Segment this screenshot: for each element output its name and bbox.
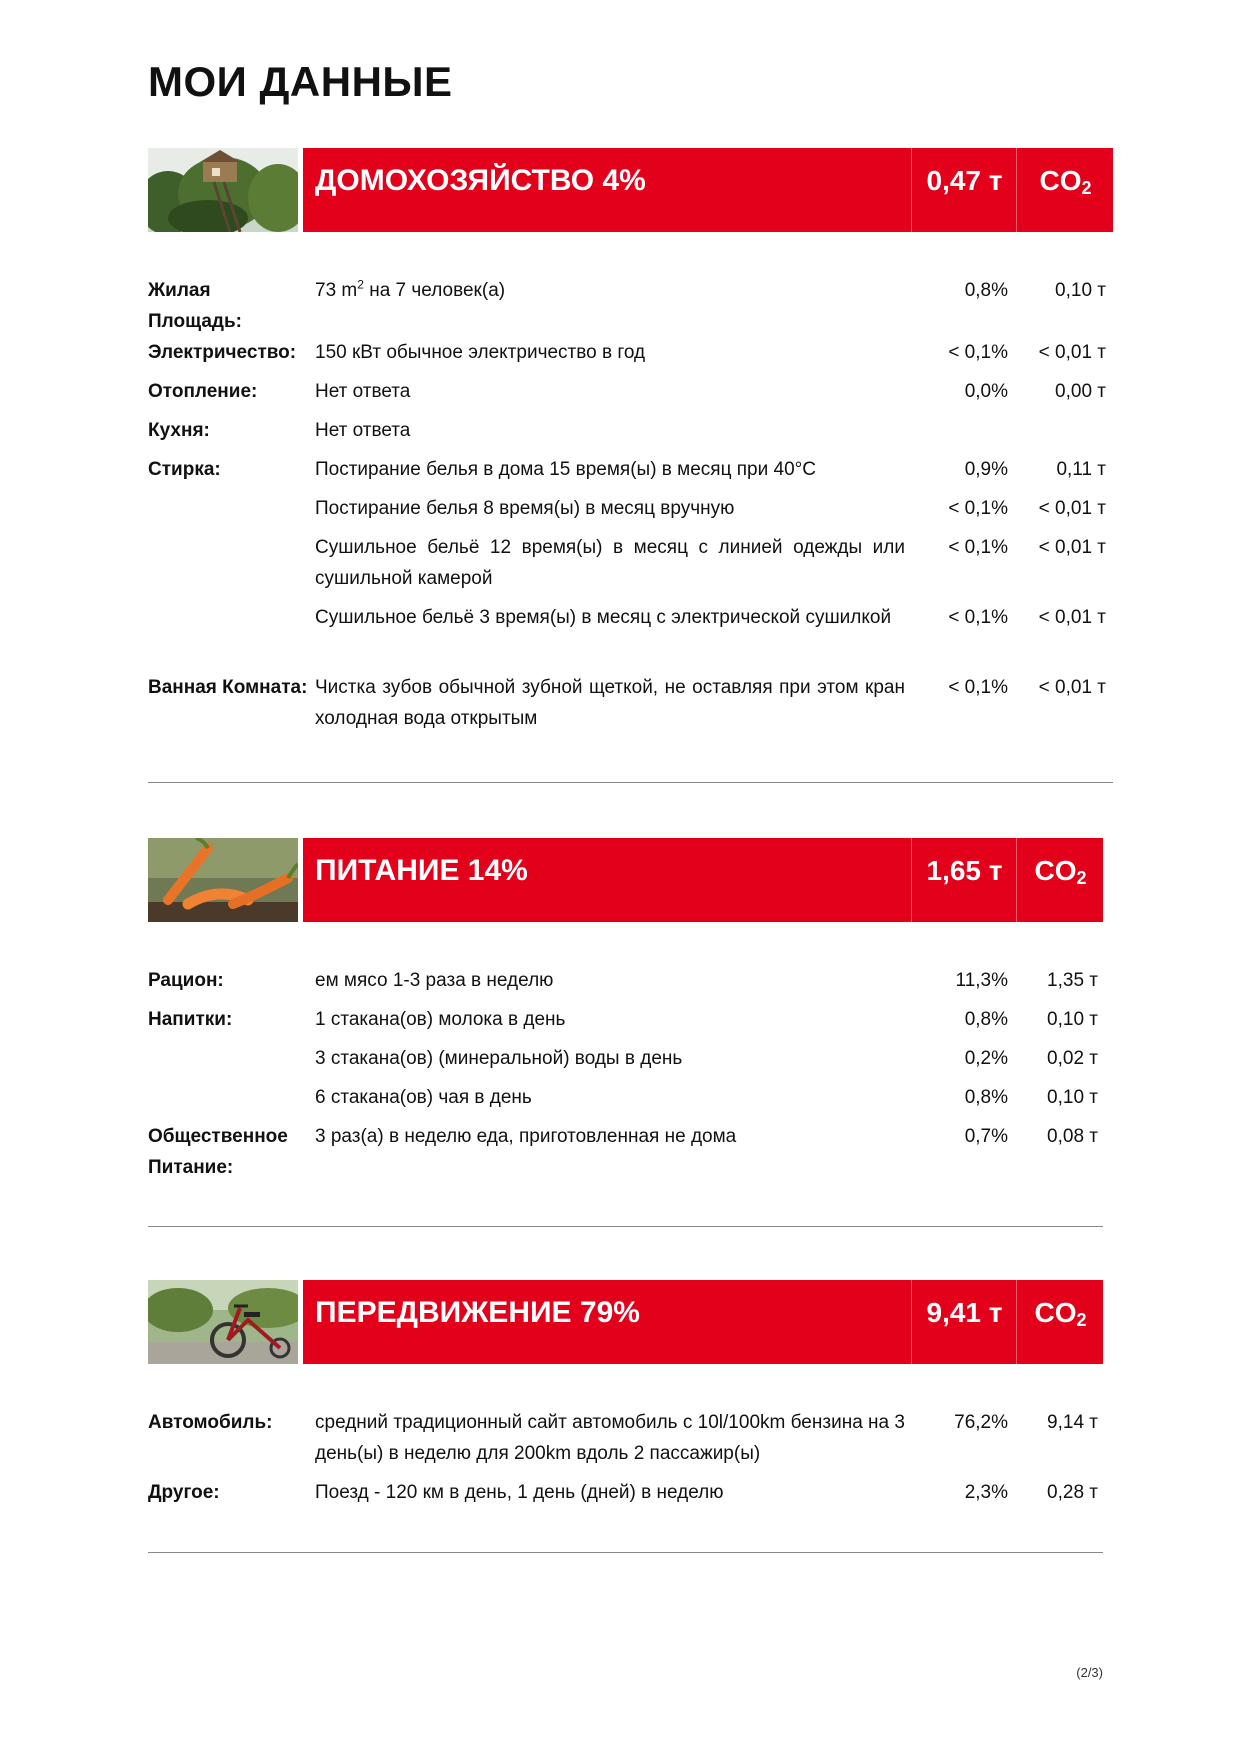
section-title-bar — [303, 838, 1103, 922]
row-percent: 0,7% — [964, 1126, 1008, 1147]
table-row — [148, 1121, 1113, 1183]
row-tons: 0,28 т — [1047, 1482, 1098, 1503]
row-description: Нет ответа — [315, 381, 411, 402]
section-divider — [148, 1226, 1103, 1227]
row-tons: 0,10 т — [1047, 1009, 1098, 1030]
table-row — [148, 337, 1113, 376]
row-tons: 1,35 т — [1047, 970, 1098, 991]
row-percent: < 0,1% — [948, 607, 1008, 628]
section-total-tons: 1,65 т — [911, 838, 1017, 922]
row-description: 150 кВт обычное электричество в год — [315, 342, 646, 363]
row-percent: 0,9% — [964, 459, 1008, 480]
section-rows — [148, 965, 1113, 1183]
row-tons: < 0,01 т — [1038, 498, 1106, 519]
row-percent: 0,0% — [964, 381, 1008, 402]
table-row — [148, 602, 1113, 672]
section-header — [148, 1280, 1113, 1364]
co2-label: $CO_2$ — [1016, 1280, 1104, 1364]
row-percent: 0,8% — [964, 280, 1008, 301]
row-label: Рацион: — [148, 970, 224, 991]
row-tons: 0,11 т — [1056, 459, 1106, 480]
table-row — [148, 1043, 1113, 1082]
row-description: 1 стакана(ов) молока в день — [315, 1009, 566, 1030]
row-description: средний традиционный сайт автомобиль с 10l/100km бензина на 3 день(ы) в неделю для 200km вдоль 2 пассажир(ы) — [315, 1412, 905, 1464]
table-row — [148, 965, 1113, 1004]
row-tons: 0,00 т — [1055, 381, 1106, 402]
table-row — [148, 532, 1113, 602]
row-description: Постирание белья в дома 15 время(ы) в месяц при 40°C — [315, 459, 816, 480]
table-row — [148, 672, 1113, 734]
section-title: ПЕРЕДВИЖЕНИЕ 79% — [315, 1296, 640, 1329]
row-label: Ванная Комната: — [148, 677, 308, 698]
row-label: Отопление: — [148, 381, 258, 402]
page-title: МОИ ДАННЫЕ — [148, 58, 453, 105]
section-title-bar — [303, 1280, 1103, 1364]
table-row — [148, 454, 1113, 493]
row-description: Нет ответа — [315, 420, 411, 441]
row-description: ем мясо 1-3 раза в неделю — [315, 970, 554, 991]
table-row — [148, 1004, 1113, 1043]
treehouse-photo — [148, 148, 298, 232]
section-total-tons: 0,47 т — [911, 148, 1017, 232]
page-number: (2/3) — [1076, 1665, 1103, 1680]
row-tons: 0,10 т — [1047, 1087, 1098, 1108]
row-label: Стирка: — [148, 459, 221, 480]
row-description: Сушильное бельё 12 время(ы) в месяц с линией одежды или сушильной камерой — [315, 537, 905, 589]
section-divider — [148, 1552, 1103, 1553]
row-description: Поезд - 120 км в день, 1 день (дней) в неделю — [315, 1482, 724, 1503]
row-description: Постирание белья 8 время(ы) в месяц вручную — [315, 498, 735, 519]
row-label: Напитки: — [148, 1009, 233, 1030]
row-percent: 2,3% — [964, 1482, 1008, 1503]
row-percent: 76,2% — [954, 1412, 1008, 1433]
row-tons: < 0,01 т — [1038, 607, 1106, 628]
table-row — [148, 493, 1113, 532]
row-percent: < 0,1% — [948, 498, 1008, 519]
section-household — [148, 148, 1113, 729]
table-row — [148, 1082, 1113, 1121]
section-divider — [148, 782, 1113, 783]
table-row — [148, 376, 1113, 415]
section-title: ПИТАНИЕ 14% — [315, 854, 528, 887]
row-description: 3 стакана(ов) (минеральной) воды в день — [315, 1048, 683, 1069]
co2-label: $CO_2$ — [1016, 148, 1114, 232]
section-total-tons: 9,41 т — [911, 1280, 1017, 1364]
row-percent: < 0,1% — [948, 342, 1008, 363]
table-row — [148, 1407, 1113, 1477]
section-rows — [148, 275, 1113, 734]
row-label: Электричество: — [148, 342, 297, 363]
table-row — [148, 1477, 1113, 1516]
row-description: 73 $m^2$ на 7 человек(а) — [315, 277, 506, 301]
row-percent: 0,8% — [964, 1009, 1008, 1030]
table-row — [148, 415, 1113, 454]
section-title: ДОМОХОЗЯЙСТВО 4% — [315, 164, 646, 197]
section-food — [148, 838, 1113, 1178]
row-percent: 0,2% — [964, 1048, 1008, 1069]
row-label: Другое: — [148, 1482, 220, 1503]
section-title-bar — [303, 148, 1113, 232]
row-description: 6 стакана(ов) чая в день — [315, 1087, 532, 1108]
row-label: Автомобиль: — [148, 1412, 273, 1433]
row-label: Кухня: — [148, 420, 210, 441]
section-transport — [148, 1280, 1113, 1503]
row-tons: 0,08 т — [1047, 1126, 1098, 1147]
row-percent: 0,8% — [964, 1087, 1008, 1108]
row-tons: 0,02 т — [1047, 1048, 1098, 1069]
row-description: Сушильное бельё 3 время(ы) в месяц с электрической сушилкой — [315, 607, 892, 628]
section-header — [148, 148, 1113, 232]
co2-label: $CO_2$ — [1016, 838, 1104, 922]
row-tons: < 0,01 т — [1038, 342, 1106, 363]
tricycle-photo — [148, 1280, 298, 1364]
row-tons: < 0,01 т — [1038, 677, 1106, 698]
row-percent: 11,3% — [955, 970, 1008, 991]
table-row — [148, 275, 1113, 337]
section-header — [148, 838, 1113, 922]
row-tons: 9,14 т — [1047, 1412, 1098, 1433]
row-description: Чистка зубов обычной зубной щеткой, не оставляя при этом кран холодная вода открытым — [315, 677, 905, 729]
row-tons: 0,10 т — [1055, 280, 1106, 301]
row-tons: < 0,01 т — [1038, 537, 1106, 558]
row-label: Жилая Площадь: — [148, 280, 242, 332]
row-description: 3 раз(а) в неделю еда, приготовленная не дома — [315, 1126, 737, 1147]
row-label: Общественное Питание: — [148, 1126, 288, 1178]
carrots-photo — [148, 838, 298, 922]
row-percent: < 0,1% — [948, 537, 1008, 558]
row-percent: < 0,1% — [948, 677, 1008, 698]
section-rows — [148, 1407, 1113, 1516]
